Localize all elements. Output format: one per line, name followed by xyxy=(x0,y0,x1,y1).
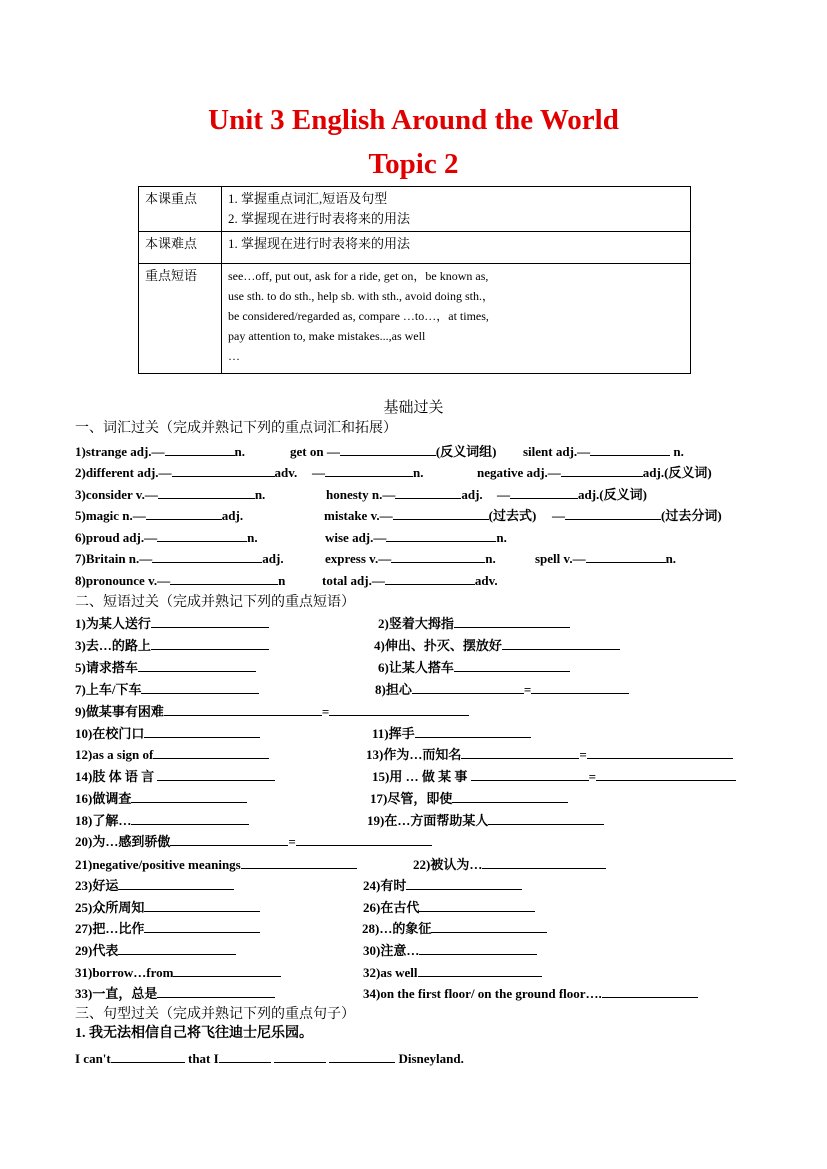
phrase-8: 8)担心 = xyxy=(375,680,629,698)
table-cell-focus xyxy=(222,187,691,232)
vocab-7b: express v.— n. xyxy=(325,551,496,566)
difficulty-line-1: 1. 掌握现在进行时表将来的用法 xyxy=(228,236,411,251)
phrase-21: 21)negative/positive meanings xyxy=(75,855,357,873)
phrase-29: 29)代表 xyxy=(75,941,236,959)
section-2-title: 二、短语过关（完成并熟记下列的重点短语） xyxy=(75,595,355,610)
table-cell-phrases xyxy=(222,264,691,374)
phrase-7: 7)上车/下车 xyxy=(75,680,259,698)
phrase-1: 1)为某人送行 xyxy=(75,614,269,632)
phrase-17: 17)尽管，即使 xyxy=(370,789,568,807)
table-label-focus: 本课重点 xyxy=(139,187,222,232)
table-label-difficulty: 本课难点 xyxy=(139,232,222,264)
phrase-32: 32)as well xyxy=(363,963,542,981)
phrase-14: 14)肢 体 语 言 xyxy=(75,767,275,785)
phrase-6: 6)让某人搭车 xyxy=(378,658,570,676)
vocab-7c: spell v.— n. xyxy=(535,551,677,566)
phrase-28: 28)…的象征 xyxy=(362,919,547,937)
vocab-8: 8)pronounce v.— n xyxy=(75,573,286,588)
vocab-2c: negative adj.— adj.(反义词) xyxy=(477,465,712,480)
phrase-31: 31)borrow…from xyxy=(75,963,281,981)
phrases-line-3: be considered/regarded as, compare …to…，at times, xyxy=(228,309,489,323)
phrases-line-2: use sth. to do sth., help sb. with sth., avoid doing sth.， xyxy=(228,289,495,303)
phrase-22: 22)被认为… xyxy=(413,855,606,873)
phrase-12: 12)as a sign of xyxy=(75,745,269,763)
phrases-line-5: … xyxy=(228,349,240,363)
vocab-8b: total adj.— adv. xyxy=(322,573,498,588)
phrase-15: 15)用 … 做 某 事 = xyxy=(372,767,736,785)
phrase-18: 18)了解… xyxy=(75,811,249,829)
phrase-30: 30)注意… xyxy=(363,941,537,959)
sentence-1-prompt: 1. 我无法相信自己将飞往迪士尼乐园。 xyxy=(75,1026,313,1041)
focus-table xyxy=(138,186,691,374)
focus-line-2: 2. 掌握现在进行时表将来的用法 xyxy=(228,211,411,226)
phrase-27: 27)把…比作 xyxy=(75,919,260,937)
phrase-16: 16)做调查 xyxy=(75,789,247,807)
phrase-10: 10)在校门口 xyxy=(75,724,260,742)
vocab-2b: — n. xyxy=(312,465,424,480)
section-3-title: 三、句型过关（完成并熟记下列的重点句子） xyxy=(75,1007,355,1022)
vocab-7: 7)Britain n.— adj. xyxy=(75,551,284,566)
vocab-1b: get on — (反义词组) xyxy=(290,444,497,459)
phrase-19: 19)在…方面帮助某人 xyxy=(367,811,604,829)
table-label-phrases: 重点短语 xyxy=(139,264,222,374)
vocab-1c: silent adj.— n. xyxy=(523,444,684,459)
vocab-1: 1)strange adj.— n. xyxy=(75,444,246,459)
phrase-23: 23)好运 xyxy=(75,876,234,894)
phrase-5: 5)请求搭车 xyxy=(75,658,256,676)
phrase-3: 3)去…的路上 xyxy=(75,636,269,654)
focus-line-1: 1. 掌握重点词汇,短语及句型 xyxy=(228,191,388,206)
phrase-20: 20)为…感到骄傲 = xyxy=(75,832,432,850)
phrase-13: 13)作为…而知名 = xyxy=(366,745,733,763)
page-subtitle: Topic 2 xyxy=(368,148,459,180)
table-cell-difficulty xyxy=(222,232,691,264)
phrase-34: 34)on the first floor/ on the ground floor…. xyxy=(363,984,698,1002)
phrases-line-4: pay attention to, make mistakes...,as well xyxy=(228,329,426,343)
vocab-3b: honesty n.— adj. xyxy=(326,487,483,502)
phrase-33: 33)一直，总是 xyxy=(75,984,275,1002)
vocab-6b: wise adj.— n. xyxy=(325,530,507,545)
vocab-3: 3)consider v.— n. xyxy=(75,487,266,502)
sentence-1-answer: I can't that I Disneyland. xyxy=(75,1051,464,1066)
phrase-25: 25)众所周知 xyxy=(75,898,260,916)
phrase-24: 24)有时 xyxy=(363,876,522,894)
vocab-2: 2)different adj.— adv. xyxy=(75,465,298,480)
vocab-5b: mistake v.— (过去式) xyxy=(324,508,537,523)
phrase-11: 11)挥手 xyxy=(372,724,531,742)
section-1-title: 一、词汇过关（完成并熟记下列的重点词汇和拓展） xyxy=(75,421,397,436)
phrases-line-1: see…off, put out, ask for a ride, get on，be known as, xyxy=(228,269,489,283)
vocab-3c: — adj.(反义词) xyxy=(497,487,647,502)
phrase-9: 9)做某事有困难 = xyxy=(75,702,469,720)
vocab-5c: — (过去分词) xyxy=(552,508,722,523)
vocab-5: 5)magic n.— adj. xyxy=(75,508,244,523)
phrase-26: 26)在古代 xyxy=(363,898,535,916)
vocab-6: 6)proud adj.— n. xyxy=(75,530,258,545)
phrase-4: 4)伸出、扑灭、摆放好 xyxy=(374,636,620,654)
page-title: Unit 3 English Around the World xyxy=(208,104,619,136)
phrase-2: 2)竖着大拇指 xyxy=(378,614,570,632)
section-heading: 基础过关 xyxy=(383,400,444,416)
